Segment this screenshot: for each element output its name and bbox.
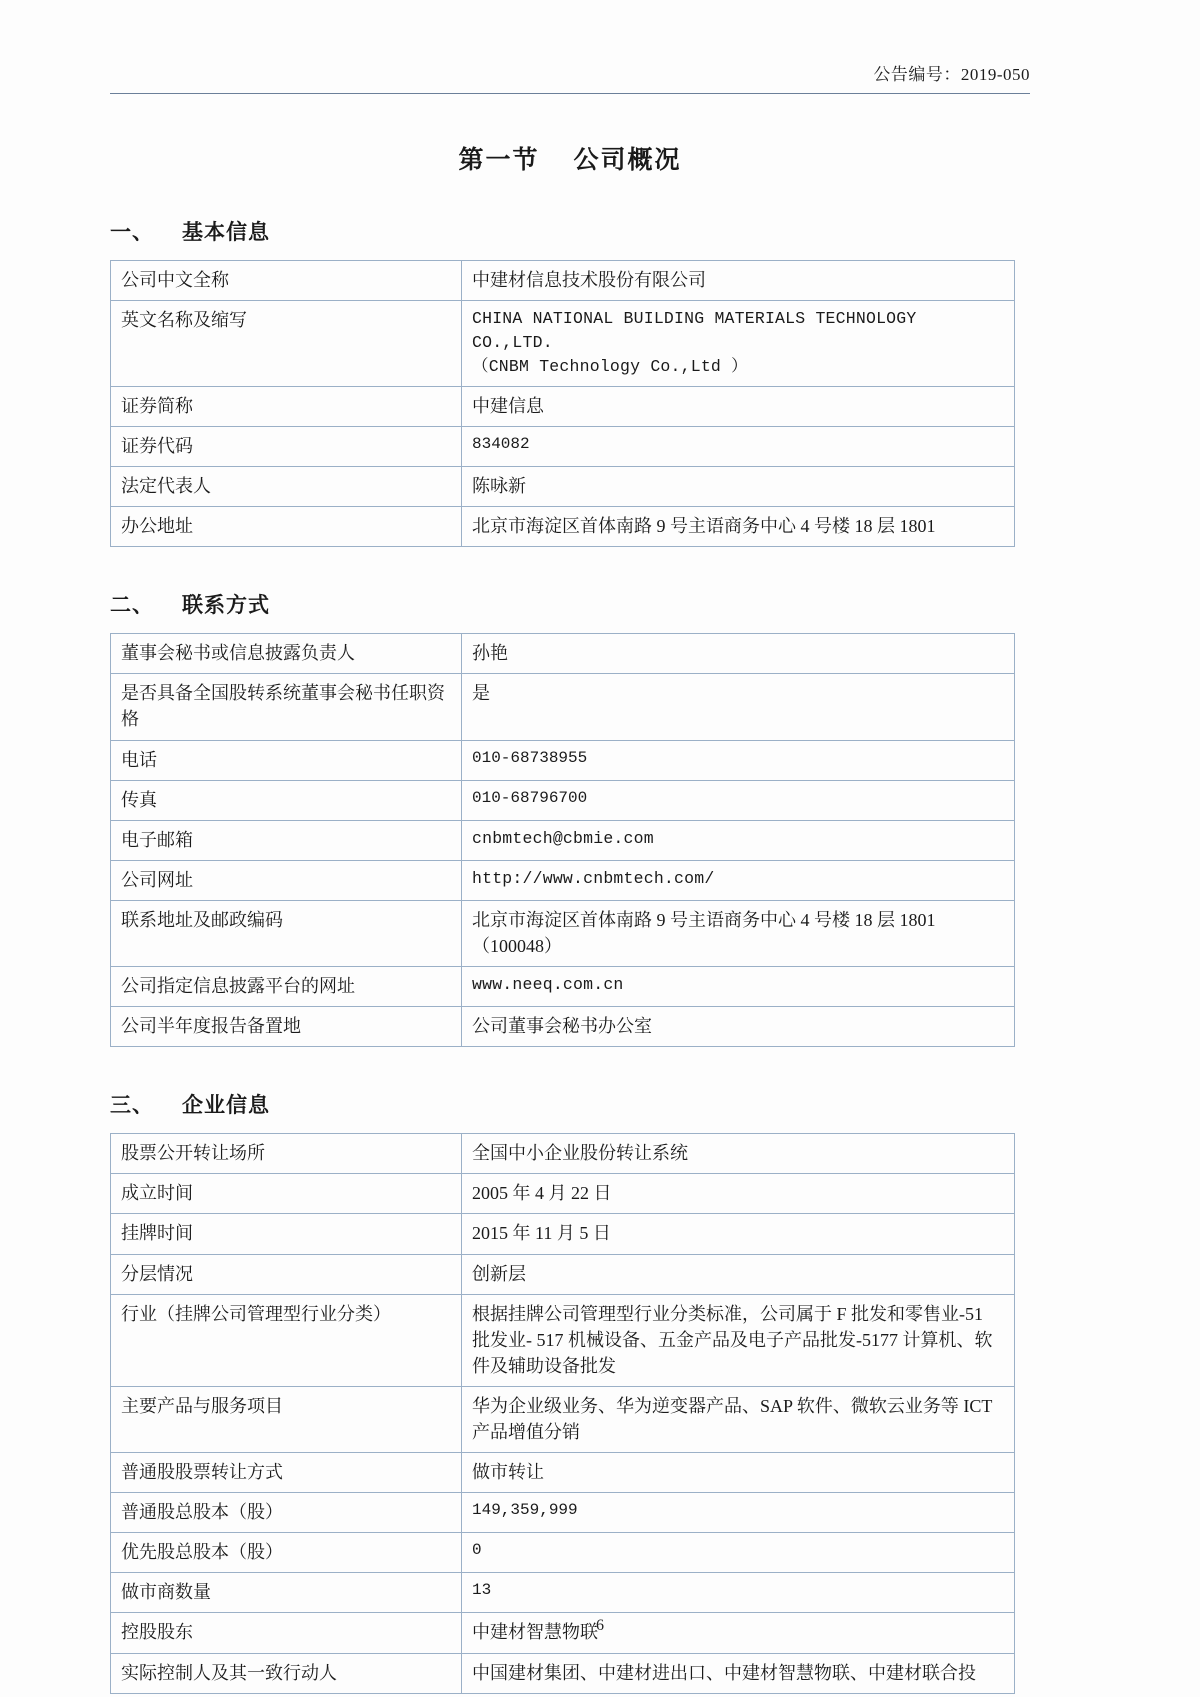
table-row [111, 1573, 1015, 1613]
row-label: 电话 [111, 740, 462, 780]
table-row [111, 426, 1015, 466]
row-label: 普通股总股本（股） [111, 1493, 462, 1533]
row-label: 普通股股票转让方式 [111, 1453, 462, 1493]
table-row [111, 1174, 1015, 1214]
section-title-text: 公司概况 [573, 146, 682, 174]
row-value-line: 创新层 [472, 1263, 526, 1284]
info-block [110, 1089, 1030, 1693]
row-value-line: 北京市海淀区首体南路 9 号主语商务中心 4 号楼 18 层 1801 [472, 516, 936, 537]
row-value [462, 740, 1015, 780]
page-content [110, 60, 1030, 1697]
row-label: 公司指定信息披露平台的网址 [111, 967, 462, 1007]
row-value-line: 834082 [472, 434, 530, 453]
row-label: 公司半年度报告备置地 [111, 1007, 462, 1047]
table-row [111, 1653, 1015, 1693]
row-value-line: （CNBM Technology Co.,Ltd ） [472, 356, 748, 376]
row-value [462, 820, 1015, 860]
row-label: 主要产品与服务项目 [111, 1386, 462, 1452]
row-value-line: 根据挂牌公司管理型行业分类标准，公司属于 F 批发和零售业-51 批发业- 517 机械设备、五金产品及电子产品批发-5177 计算机、软件及辅助设备批发 [472, 1303, 993, 1376]
row-label: 成立时间 [111, 1174, 462, 1214]
row-value-line: 13 [472, 1581, 492, 1600]
block-number: 二、 [110, 594, 154, 618]
row-label: 联系地址及邮政编码 [111, 900, 462, 966]
row-value-line: 北京市海淀区首体南路 9 号主语商务中心 4 号楼 18 层 1801 [472, 909, 936, 930]
block-heading [110, 216, 1030, 246]
row-label: 董事会秘书或信息披露负责人 [111, 634, 462, 674]
row-label: 股票公开转让场所 [111, 1134, 462, 1174]
row-value [462, 634, 1015, 674]
row-value-line: 中建材智慧物联 [472, 1622, 598, 1643]
table-row [111, 1134, 1015, 1174]
table-row [111, 1533, 1015, 1573]
block-number: 三、 [110, 1094, 154, 1118]
row-label: 挂牌时间 [111, 1214, 462, 1254]
row-label: 行业（挂牌公司管理型行业分类） [111, 1294, 462, 1386]
row-label: 传真 [111, 780, 462, 820]
info-table [110, 1133, 1015, 1693]
row-value-line: 010-68738955 [472, 748, 588, 767]
row-value-line: （100048） [472, 935, 562, 956]
table-row [111, 301, 1015, 387]
row-label: 公司中文全称 [111, 261, 462, 301]
page-number: 6 [596, 1617, 604, 1634]
row-label: 是否具备全国股转系统董事会秘书任职资格 [111, 674, 462, 740]
table-row [111, 507, 1015, 547]
row-label: 优先股总股本（股） [111, 1533, 462, 1573]
row-value [462, 1573, 1015, 1613]
row-value [462, 967, 1015, 1007]
announcement-header [110, 60, 1030, 93]
row-label: 做市商数量 [111, 1573, 462, 1613]
row-value [462, 1254, 1015, 1294]
row-value-line: 中国建材集团、中建材进出口、中建材智慧物联、中建材联合投 [472, 1662, 976, 1683]
row-value [462, 507, 1015, 547]
row-value-line: www.neeq.com.cn [472, 975, 624, 995]
section-title-prefix: 第一节 [458, 146, 540, 174]
row-value [462, 1493, 1015, 1533]
row-label: 公司网址 [111, 860, 462, 900]
row-value [462, 1007, 1015, 1047]
table-row [111, 900, 1015, 966]
row-label: 电子邮箱 [111, 820, 462, 860]
row-value [462, 1653, 1015, 1693]
announcement-label: 公告编号： [873, 65, 961, 84]
table-row [111, 467, 1015, 507]
row-label: 英文名称及缩写 [111, 301, 462, 387]
table-row [111, 386, 1015, 426]
table-row [111, 740, 1015, 780]
table-row [111, 860, 1015, 900]
row-value-line: cnbmtech@cbmie.com [472, 828, 654, 848]
row-label: 办公地址 [111, 507, 462, 547]
row-value-line: 是 [472, 683, 490, 704]
row-label: 证券简称 [111, 386, 462, 426]
block-heading-text: 企业信息 [182, 1094, 270, 1118]
row-value-line: 全国中小企业股份转让系统 [472, 1143, 688, 1164]
row-value [462, 426, 1015, 466]
block-number: 一、 [110, 221, 154, 244]
table-row [111, 1214, 1015, 1254]
row-value [462, 780, 1015, 820]
info-table [110, 260, 1015, 547]
row-value [462, 386, 1015, 426]
row-value-line: 公司董事会秘书办公室 [472, 1016, 652, 1037]
row-value-line: 中建信息 [472, 395, 544, 416]
row-value-line: 010-68796700 [472, 788, 588, 807]
block-heading-text: 基本信息 [182, 221, 270, 244]
row-label: 实际控制人及其一致行动人 [111, 1653, 462, 1693]
row-value [462, 1533, 1015, 1573]
info-table [110, 633, 1015, 1047]
table-row [111, 1254, 1015, 1294]
row-label: 证券代码 [111, 426, 462, 466]
row-value-line: 2005 年 4 月 22 日 [472, 1183, 612, 1204]
row-value [462, 1134, 1015, 1174]
table-row [111, 820, 1015, 860]
table-row [111, 1453, 1015, 1493]
row-value [462, 1386, 1015, 1452]
page-title [110, 140, 1030, 176]
block-heading [110, 589, 1030, 619]
info-block [110, 216, 1030, 547]
announcement-number: 2019-050 [960, 65, 1030, 84]
row-value-line: 中建材信息技术股份有限公司 [472, 270, 706, 290]
row-value [462, 301, 1015, 387]
table-row [111, 1294, 1015, 1386]
row-value-line: 华为企业级业务、华为逆变器产品、SAP 软件、微软云业务等 ICT 产品增值分销 [472, 1395, 993, 1443]
row-value-line: 149,359,999 [472, 1501, 578, 1520]
row-value [462, 467, 1015, 507]
table-row [111, 674, 1015, 740]
row-value [462, 674, 1015, 740]
row-value [462, 1214, 1015, 1254]
row-value [462, 1453, 1015, 1493]
info-block [110, 589, 1030, 1047]
row-value [462, 1294, 1015, 1386]
table-row [111, 261, 1015, 301]
row-value-line: 0 [472, 1541, 482, 1560]
table-row [111, 1007, 1015, 1047]
row-label: 控股股东 [111, 1613, 462, 1653]
row-value-line: http://www.cnbmtech.com/ [472, 868, 715, 888]
row-label: 分层情况 [111, 1254, 462, 1294]
table-row [111, 1493, 1015, 1533]
row-value [462, 261, 1015, 301]
table-row [111, 967, 1015, 1007]
row-value [462, 1174, 1015, 1214]
info-blocks [110, 216, 1030, 1694]
row-value-line: 做市转让 [472, 1462, 544, 1483]
table-row [111, 1386, 1015, 1452]
row-value-line: 陈咏新 [472, 476, 526, 497]
row-value-line: 孙艳 [472, 643, 508, 664]
table-row [111, 634, 1015, 674]
row-value [462, 860, 1015, 900]
row-value-line: CHINA NATIONAL BUILDING MATERIALS TECHNOLOGY CO.,LTD. [472, 309, 917, 353]
block-heading-text: 联系方式 [182, 594, 270, 618]
block-heading [110, 1089, 1030, 1119]
row-value [462, 900, 1015, 966]
row-value-line: 2015 年 11 月 5 日 [472, 1223, 611, 1244]
header-divider [110, 93, 1030, 94]
table-row [111, 780, 1015, 820]
row-label: 法定代表人 [111, 467, 462, 507]
